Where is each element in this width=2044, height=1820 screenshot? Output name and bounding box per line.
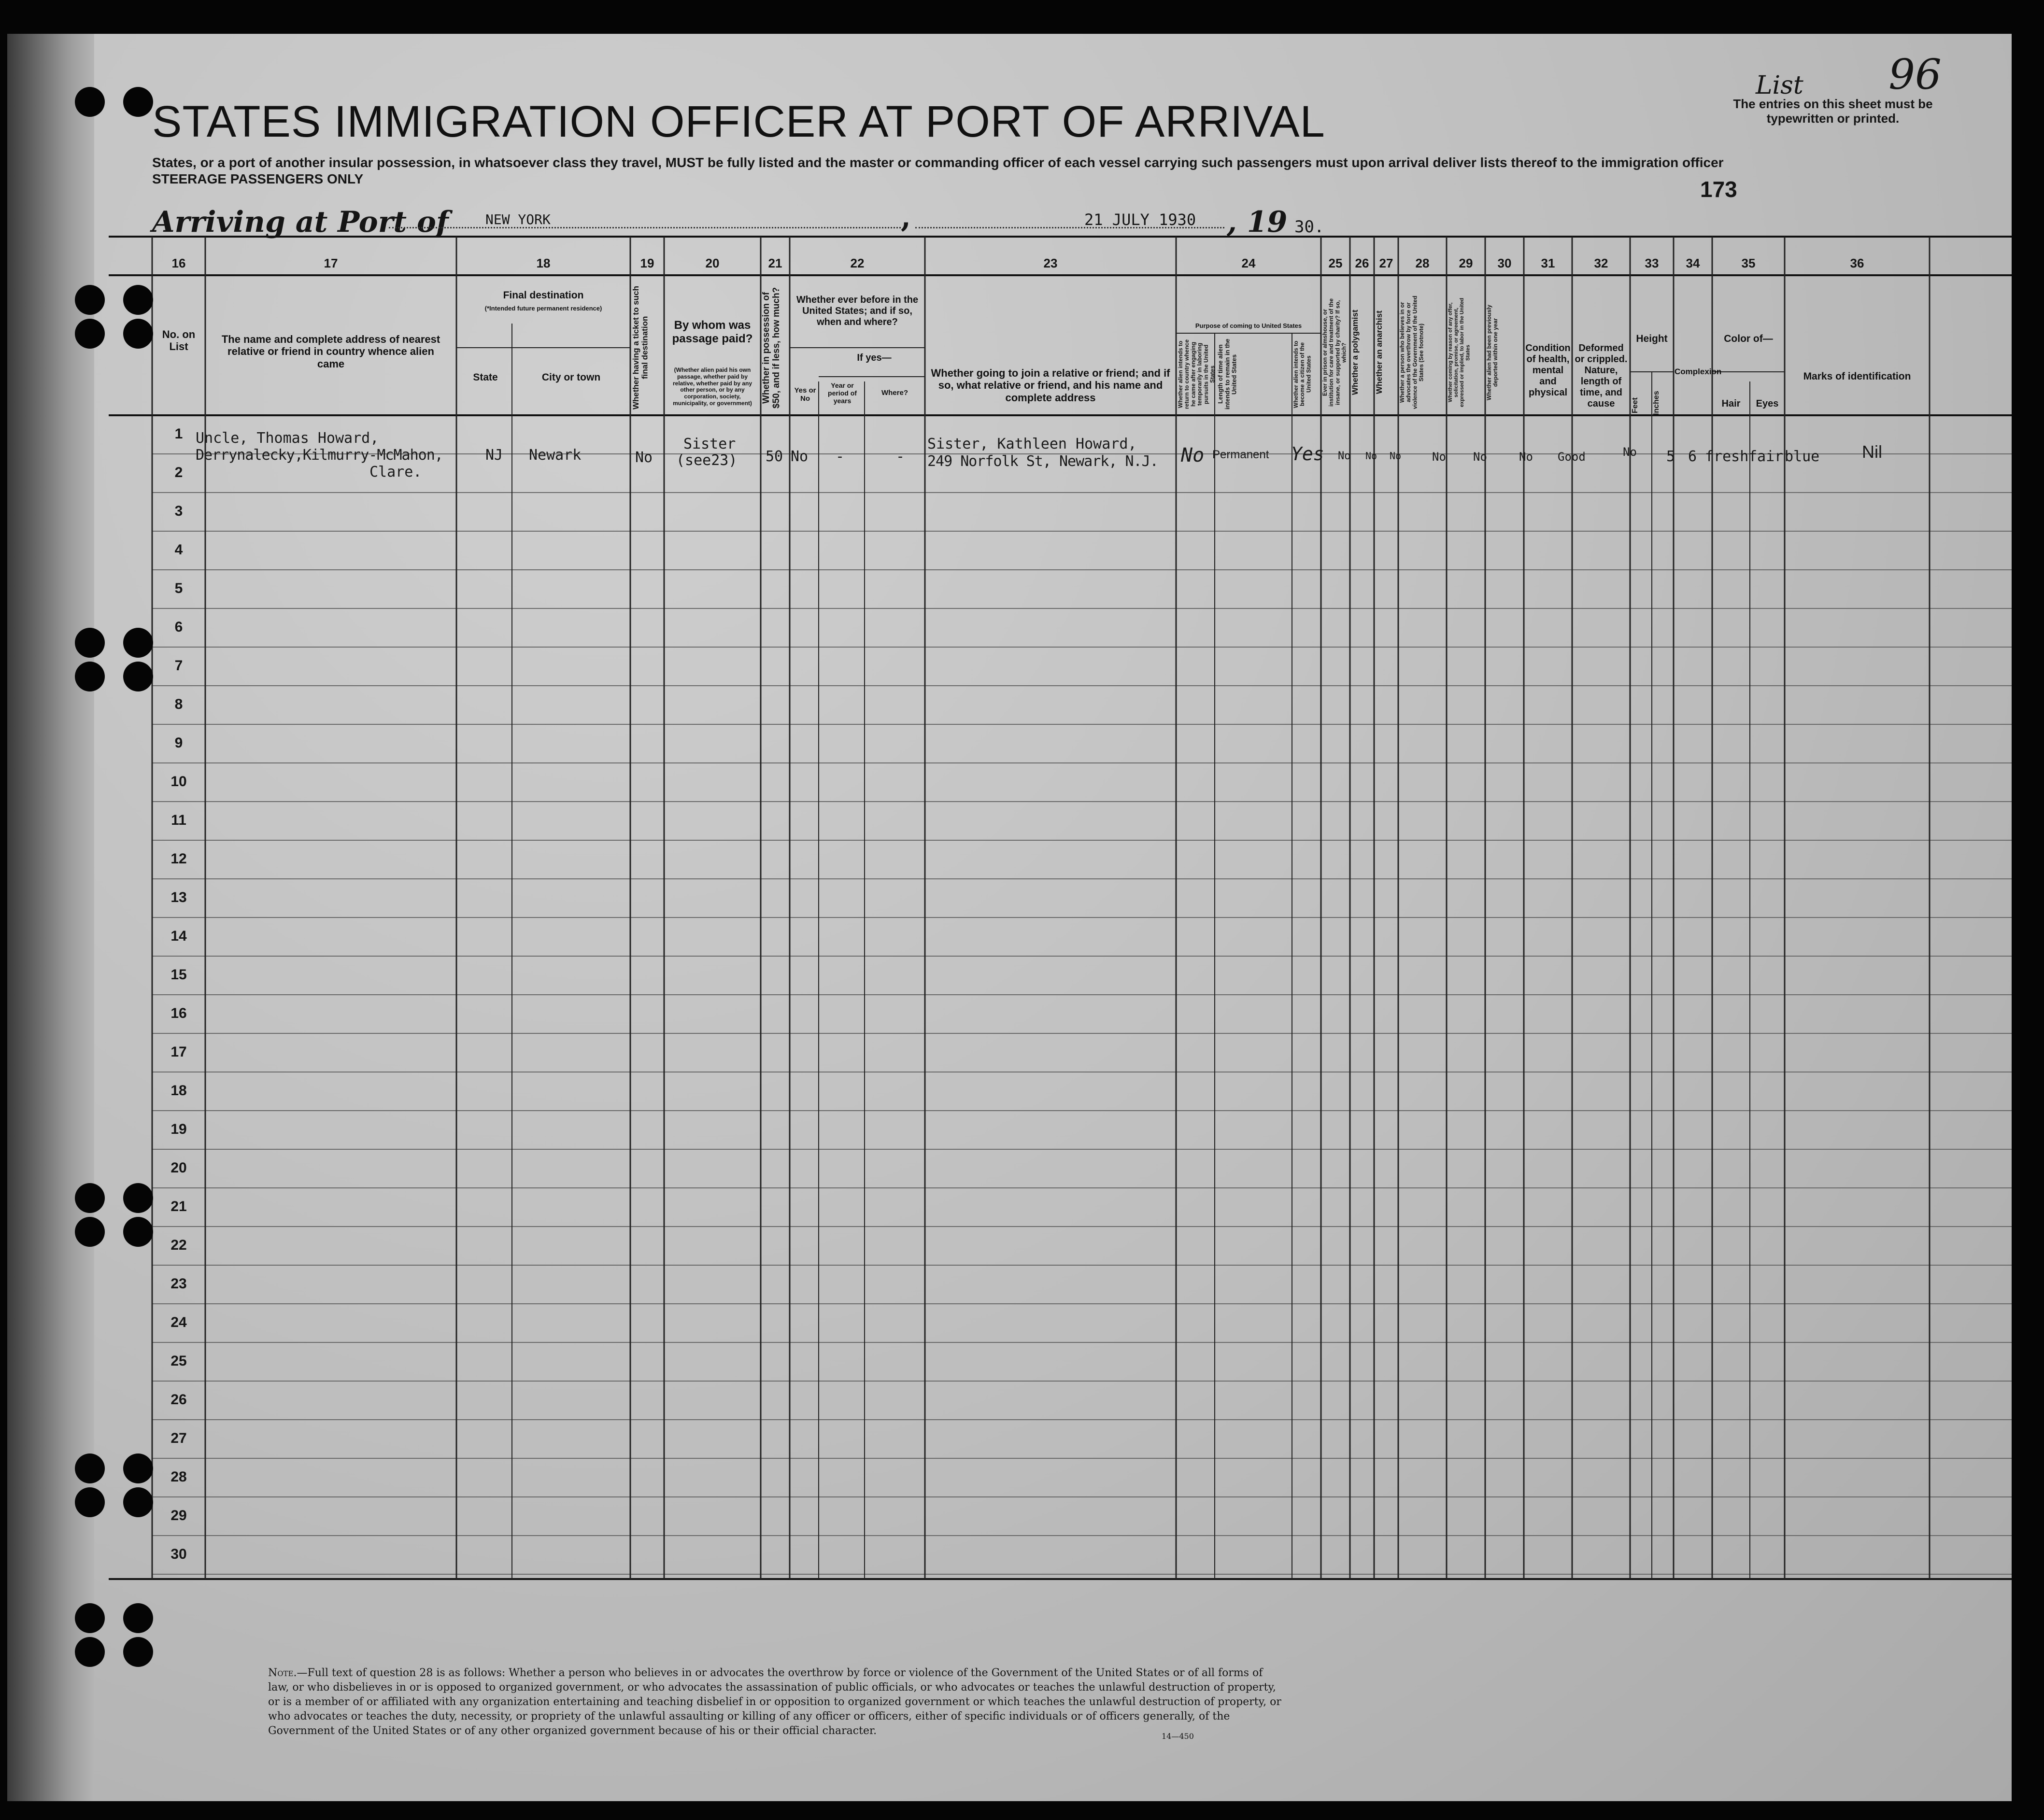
header-city: City or town: [541, 372, 601, 383]
row-number: 7: [174, 658, 183, 674]
binder-hole: [75, 285, 105, 315]
header-polygamist: Whether a polygamist: [1350, 310, 1360, 395]
row-number: 15: [170, 967, 187, 983]
header-hair: Hair: [1721, 398, 1741, 409]
binder-hole: [123, 1487, 153, 1517]
entry-money: 50: [766, 448, 783, 465]
entry-relative-line-1: Uncle, Thomas Howard,: [196, 430, 379, 447]
binder-hole: [75, 1217, 105, 1247]
row-number: 12: [170, 851, 187, 867]
row-number: 13: [170, 889, 187, 905]
entry-ticket: No: [635, 449, 653, 466]
binder-hole: [123, 319, 153, 349]
header-where: Where?: [881, 389, 908, 397]
entry-marks: Nil: [1862, 442, 1882, 462]
entry-passage-line-1: Sister: [683, 436, 736, 452]
row-number: 8: [174, 696, 183, 712]
binder-hole: [75, 87, 105, 117]
header-ticket: Whether having a ticket to such final destination: [631, 286, 650, 409]
row-number: 6: [174, 619, 183, 635]
header-purpose-citizen: Whether alien intends to become a citizen of the United States: [1292, 340, 1312, 408]
binder-hole: [123, 1183, 153, 1213]
footnote-text: —Full text of question 28 is as follows: Whether a person who believes in or advocates the overthrow by force or violence of the Government of the United States or of all forms of law, or who disbelieves in or is opposed to organized government, or who advocates the assassination of public officials, or who advocates or teaches the unlawful destruction of property, or is a member of or affiliated with any organization entertaining and teaching disbelief in or opposition to organized government or which teaches the unlawful destruction of property, or who advocates or teaches the duty, necessity, or propriety of the unlawful assaulting or killing of any officer or officers, either of specific individuals or of officers generally, of the Government of the United States or of any other organized government because of his or their official character.: [268, 1667, 1281, 1737]
header-purpose-length: Length of time alien intends to remain in the United States: [1217, 339, 1238, 410]
col-num-29: 29: [1459, 256, 1473, 270]
row-number: 23: [170, 1276, 187, 1292]
binder-hole: [75, 1487, 105, 1517]
header-health: Condition of health, mental and physical: [1525, 343, 1571, 398]
row-number: 3: [174, 503, 183, 519]
header-overthrow: Whether a person who believes in or advocates the overthrow by force or violence of the Government of the United States (See footnote): [1399, 296, 1425, 409]
header-inches: Inches: [1652, 391, 1661, 415]
col-num-21: 21: [768, 256, 782, 270]
header-final-destination: Final destination: [503, 290, 584, 301]
binder-hole: [123, 87, 153, 117]
header-marks: Marks of identification: [1803, 371, 1911, 382]
row-number: 29: [170, 1508, 187, 1524]
footnote-label: Note.: [268, 1667, 297, 1679]
entry-offer: No: [1473, 450, 1487, 464]
header-passage-note: (Whether alien paid his own passage, whether paid by relative, whether paid by any other person, or by any corporation, society, municipality, or government): [672, 367, 752, 407]
binder-hole: [75, 662, 105, 691]
binder-hole: [123, 628, 153, 658]
col-num-25: 25: [1328, 256, 1343, 270]
binder-hole: [75, 1637, 105, 1667]
header-eyes: Eyes: [1756, 398, 1779, 409]
entry-hair: fair: [1748, 448, 1784, 465]
row-number: 10: [170, 774, 187, 790]
entry-ever-before: No: [791, 448, 809, 465]
header-join-relative: Whether going to join a relative or friend; and if so, what relative or friend, and his name and complete address: [931, 367, 1170, 404]
year-suffix: 30.: [1294, 217, 1324, 237]
header-complexion: Complexion: [1675, 367, 1722, 376]
header-nearest-relative: The name and complete address of nearest relative or friend in country whence alien came: [221, 333, 440, 370]
row-number: 28: [170, 1469, 187, 1485]
footnote: [268, 1666, 1282, 1738]
header-feet: Feet: [1631, 397, 1639, 414]
col-num-22: 22: [850, 256, 865, 270]
header-deformed: Deformed or crippled. Nature, length of time, and cause: [1575, 343, 1628, 409]
entry-health: Good: [1558, 450, 1586, 464]
row-number: 18: [170, 1083, 187, 1099]
row-number: 22: [170, 1237, 187, 1253]
header-if-yes: If yes—: [857, 353, 892, 363]
entry-length: Permanent: [1212, 448, 1269, 461]
binder-hole: [75, 1603, 105, 1633]
header-offer: Whether coming by reason of any offer, solicitation, promise, or agreement, expressed or implied, to labor in the United States: [1448, 297, 1471, 408]
row-number: 19: [170, 1121, 187, 1137]
col-num-23: 23: [1043, 256, 1058, 270]
header-anarchist: Whether an anarchist: [1375, 310, 1384, 395]
entry-period: -: [836, 448, 845, 465]
subtitle-line-2: STEERAGE PASSENGERS ONLY: [152, 171, 364, 186]
col-num-24: 24: [1241, 256, 1256, 270]
header-no-on-list: No. on List: [162, 328, 196, 353]
subtitle-line-1: States, or a port of another insular possession, in whatsoever class they travel, MUST be fully listed and the master or commanding officer of each vessel carrying such passengers must upon arrival deliver lists thereof to the immigration officer: [152, 155, 1724, 170]
header-ever-before: Whether ever before in the United States; and if so, when and where?: [796, 295, 919, 327]
row-number: 21: [170, 1199, 187, 1214]
entry-deported: No: [1519, 450, 1533, 464]
col-num-31: 31: [1541, 256, 1555, 270]
header-state: State: [473, 372, 498, 383]
row-number: 2: [174, 465, 183, 480]
binder-hole: [123, 285, 153, 315]
entry-prison: No: [1338, 450, 1351, 462]
arriving-label: Arriving at Port of: [152, 205, 449, 239]
binder-hole: [123, 1453, 153, 1483]
list-number: 96: [1888, 51, 1942, 99]
binder-hole: [123, 1637, 153, 1667]
row-number: 30: [170, 1546, 187, 1562]
row-number: 5: [174, 580, 183, 596]
entry-relative-line-2: Derrynalecky,Kilmurry-McMahon,: [196, 447, 443, 464]
row-number: 17: [170, 1044, 187, 1060]
manifest-sheet: List 96 The entries on this sheet must be typewritten or printed. 173 STATES IMMIGRATION OFFICER AT PORT OF ARRIVAL States, or a port of another insular possession, in whatsoever class they travel, MUST be fully listed and the master or commanding officer of each vessel carrying such passengers must upon arrival deliver lists thereof to the immigration officer STEERAGE PASSENGERS ONLY Arriving at Port of NEW YORK , 21 JULY 1930 , 19 30. 16 17 18 19 20 21 22 23 24 25 26 27 28 29 30 31 32 33 34 35 36 No. on List The name and complete address of nearest relative or friend in country whence alien came Final destination (*Intended future permanent residence) State City or town Whether having a ticket to such final destination By whom was passage paid? (Whether alien paid his own passage, whether paid by relative, whether paid by any other person, or by any corporation, society, municipality, or government) Whether in possession of $50, and if less, how much? Whether ever before in the United States; and if so, when and where? Yes or No Year or period of years If yes— Where? Whether going to join a relative or friend; and if so, what relative or friend, and his name and complete address Purpose of coming to United States Whether alien intends to return to country whence he came after engaging temporarily in laboring pursuits in the United States Length of time alien intends to remain in the United States Whether alien intends to become a citizen of the United States Ever in prison or almshouse, or institution for care and treatment of the insane, or supported by charity? If so, which? Whether a polygamist Whether an anarchist Whether a person who believes in or advocates the overthrow by force or violence of the Government of the United States (See footnote) Whether coming by reason of any offer, solicitation, promise, or agreement, expressed or implied, to labor in the United States Whether alien had been previously deported within one year Condition of health, mental and physical Deformed or crippled. Nature, length of time, and cause Height Feet Inches Complexion Color of— Hair Eyes Marks of identification 1 2 3 4 5 6 7 8 9 10 11 12 13 14 15 16 17 18 19 20 21 22 23 24 25 26 27 28 29 30 Uncle, Thomas Howard, Derrynalecky,Kilmurry-McMahon, Clare. NJ Newark No Sister (see23) 50 No - - Sister, Kathleen Howard, 249 Norfolk St, Newark, N.J. No Permanent Yes No No No No No No Good No 5 6 fresh fair blue Nil Note.—Full text of question 28 is as follows: Whether a person who believes in or advocates the overthrow by force or violence of the Government of the United States or of all forms of law, or who disbelieves in or is opposed to organized government, or who advocates the assassination of public officials, or who advocates or teaches the unlawful destruction of property, or is a member of or affiliated with any organization entertaining and teaching disbelief in or opposition to organized government or which teaches the unlawful destruction of property, or who advocates or teaches the duty, necessity, or propriety of the unlawful assaulting or killing of any officer or officers, either of specific individuals or of officers generally, of the Government of the United States or of any other organized government because of his or their official character. 14—450: [7, 34, 2012, 1801]
entry-inches: 6: [1688, 448, 1697, 465]
col-num-19: 19: [640, 256, 654, 270]
col-num-35: 35: [1741, 256, 1756, 270]
row-number: 14: [170, 928, 187, 944]
col-num-16: 16: [171, 256, 186, 270]
entry-complexion: fresh: [1705, 448, 1749, 465]
header-purpose: Purpose of coming to United States: [1195, 322, 1302, 329]
row-number: 20: [170, 1160, 187, 1176]
entry-passage-line-2: (see23): [676, 452, 738, 469]
entry-citizen: Yes: [1291, 443, 1324, 465]
entry-deformed: No: [1623, 445, 1637, 459]
form-number: 14—450: [1162, 1732, 1194, 1741]
col-num-26: 26: [1355, 256, 1369, 270]
col-num-32: 32: [1594, 256, 1608, 270]
col-num-18: 18: [536, 256, 551, 270]
binder-hole: [123, 662, 153, 691]
entry-polygamist: No: [1365, 450, 1377, 462]
binder-hole: [123, 1603, 153, 1633]
entry-eyes: blue: [1785, 448, 1820, 465]
row-number: 1: [174, 426, 183, 442]
col-num-33: 33: [1645, 256, 1659, 270]
col-num-36: 36: [1850, 256, 1864, 270]
header-height: Height: [1636, 333, 1668, 344]
col-num-30: 30: [1497, 256, 1512, 270]
entry-overthrow: No: [1432, 450, 1446, 464]
header-final-destination-note: (*Intended future permanent residence): [484, 305, 602, 312]
page-title: STATES IMMIGRATION OFFICER AT PORT OF ARRIVAL: [152, 97, 1325, 146]
col-num-34: 34: [1686, 256, 1700, 270]
entry-relative-line-3: Clare.: [369, 464, 422, 480]
date-value: 21 JULY 1930: [1084, 211, 1196, 229]
list-label: List 96: [1756, 51, 1942, 100]
entry-state: NJ: [485, 447, 503, 464]
binder-hole: [75, 628, 105, 658]
header-deported: Whether alien had been previously deported within one year: [1486, 304, 1499, 401]
row-number: 25: [170, 1353, 187, 1369]
binder-hole: [75, 1453, 105, 1483]
row-number: 16: [170, 1005, 187, 1021]
row-number: 11: [171, 812, 186, 828]
row-number: 4: [174, 542, 183, 558]
header-color-of: Color of—: [1724, 333, 1773, 344]
entry-join-line-2: 249 Norfolk St, Newark, N.J.: [927, 453, 1158, 470]
binder-hole: [75, 319, 105, 349]
col-num-20: 20: [705, 256, 720, 270]
entry-feet: 5: [1666, 448, 1675, 465]
manifest-grid: [7, 34, 2012, 1801]
port-value: NEW YORK: [485, 212, 551, 227]
header-money: Whether in possession of $50, and if less, how much?: [761, 287, 781, 409]
col-num-27: 27: [1379, 256, 1393, 270]
sheet-number: 173: [1700, 177, 1737, 202]
entry-anarchist: No: [1390, 450, 1402, 462]
binder-hole: [75, 1183, 105, 1213]
row-number: 9: [174, 735, 183, 751]
row-number: 26: [170, 1392, 187, 1408]
header-prison: Ever in prison or almshouse, or institution for care and treatment of the insane, or supported by charity? If so, which?: [1321, 298, 1348, 407]
col-num-28: 28: [1415, 256, 1430, 270]
row-number: 24: [170, 1314, 187, 1330]
entry-return: No: [1181, 444, 1205, 466]
header-purpose-return: Whether alien intends to return to country whence he came after engaging temporarily in laboring pursuits in the United States: [1177, 339, 1216, 409]
col-num-17: 17: [324, 256, 338, 270]
entry-where: -: [896, 448, 905, 465]
typewritten-instruction: The entries on this sheet must be typewritten or printed.: [1733, 97, 1933, 126]
binder-hole: [123, 1217, 153, 1247]
entry-join-line-1: Sister, Kathleen Howard,: [927, 436, 1137, 452]
entry-city: Newark: [529, 447, 582, 464]
header-yes-no: Yes or No: [794, 386, 816, 403]
year-prefix: , 19: [1227, 205, 1288, 239]
header-passage-paid: By whom was passage paid?: [672, 319, 753, 345]
row-number: 27: [170, 1430, 187, 1446]
header-period: Year or period of years: [828, 381, 857, 405]
